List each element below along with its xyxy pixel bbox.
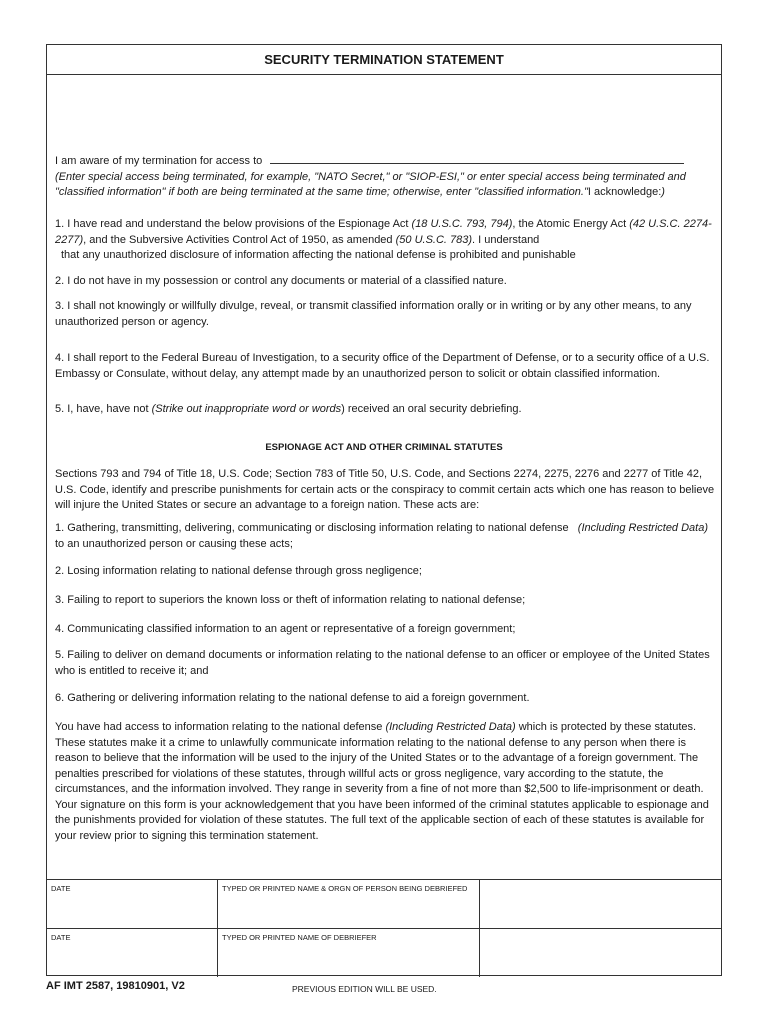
awareness-instruction: (Enter special access being terminated, for example, "NATO Secret," or "SIOP-ESI," or enter special access being terminated and "classified information" if both are being terminated at the same time; otherwise, enter "classified information."	[55, 170, 686, 198]
edition-note: PREVIOUS EDITION WILL BE USED.	[292, 984, 437, 994]
closing-restricted-data: (Including Restricted Data)	[385, 721, 516, 733]
item-2: 2. I do not have in my possession or control any documents or material of a classified nature.	[55, 275, 507, 287]
awareness-lead: I am aware of my termination for access to	[55, 155, 263, 167]
debriefer-name-field[interactable]	[217, 929, 479, 977]
awareness-close: )	[661, 186, 665, 198]
item-1-citation-espionage: (18 U.S.C. 793, 794)	[411, 218, 513, 230]
act-4: 4. Communicating classified information to an agent or representative of a foreign government;	[55, 623, 516, 635]
item-5-instruction: (Strike out inappropriate word or words	[151, 403, 342, 415]
security-termination-form	[46, 44, 722, 976]
item-1-text-g: . I understand	[472, 233, 540, 246]
item-1-text-h: that any unauthorized disclosure of information affecting the national defense is prohibited and punishable	[61, 249, 576, 261]
awareness-statement	[55, 152, 715, 201]
act-1-restricted-data: (Including Restricted Data)	[577, 522, 709, 534]
item-5-text-a: 5. I, have, have not	[55, 403, 152, 415]
special-access-input-line[interactable]	[270, 152, 684, 164]
closing-statement	[55, 720, 715, 844]
espionage-intro: Sections 793 and 794 of Title 18, U.S. Code; Section 783 of Title 50, U.S. Code, and Sections 2274, 2275, 2276 and 2277 of Title 42, U.S. Code, identify and prescribe punishments for certain acts or the conspiracy to commit certain acts which one has reason to believe will injure the United States or secure an advantage to a foreign nation. These acts are:	[55, 468, 715, 511]
item-4: 4. I shall report to the Federal Bureau of Investigation, to a security office of the Department of Defense, or to a security office of a U.S. Embassy or Consulate, without delay, any attempt made by an unauthorized person to solicit or obtain classified information.	[55, 352, 710, 380]
form-id: AF IMT 2587, 19810901, V2	[46, 980, 185, 992]
act-6: 6. Gathering or delivering information relating to the national defense to aid a foreign government.	[55, 692, 530, 704]
item-1-text-e: , and the Subversive Activities Control Act of 1950, as amended	[83, 233, 396, 246]
signature-row-debriefer	[47, 928, 721, 977]
awareness-acknowledge: I acknowledge:	[587, 186, 662, 198]
debriefer-date-label: DATE	[51, 933, 71, 942]
item-1-citation-atomic: (42 U.S.C. 2274-2277)	[55, 218, 712, 246]
item-1-citation-subversive: (50 U.S.C. 783)	[395, 233, 473, 246]
item-5-text-c: ) received an oral security debriefing.	[341, 403, 522, 415]
closing-text-a: You have had access to information relating to the national defense	[55, 721, 386, 733]
debriefed-date-label: DATE	[51, 884, 71, 893]
debriefer-name-label: TYPED OR PRINTED NAME OF DEBRIEFER	[222, 933, 377, 942]
item-5	[55, 402, 715, 418]
debriefed-name-label: TYPED OR PRINTED NAME & ORGN OF PERSON BEING DEBRIEFED	[222, 884, 468, 893]
signature-row-debriefed	[47, 880, 721, 928]
act-3: 3. Failing to report to superiors the known loss or theft of information relating to national defense;	[55, 594, 526, 606]
closing-text-c: which is protected by these statutes. These statutes make it a crime to unlawfully communicate information relating to the national defense to any person when there is reason to believe that the information will be used to the injury of the United States or to the advantage of a foreign government. The penalties prescribed for violations of these statutes, through willful acts or gross negligence, vary according to the statute, the circumstances, and the information involved. They range in severity from a fine of not more than $2,500 to life-imprisonment or death. Your signature on this form is your acknowledgement that you have been informed of the criminal statutes applicable to espionage and the punishments provided for violation of these statutes. The full text of the applicable section of each of these statutes is available for your review prior to signing this termination statement.	[55, 721, 709, 842]
espionage-heading: ESPIONAGE ACT AND OTHER CRIMINAL STATUTES	[265, 442, 503, 453]
item-1-text-a: 1. I have read and understand the below provisions of the Espionage Act	[55, 218, 412, 230]
item-3: 3. I shall not knowingly or willfully divulge, reveal, or transmit classified information orally or in writing or by any other means, to any unauthorized person or agency.	[55, 300, 692, 328]
item-1	[55, 217, 715, 264]
item-1-text-c: , the Atomic Energy Act	[512, 218, 630, 230]
debriefed-name-field[interactable]	[217, 880, 479, 928]
debriefed-date-field[interactable]	[47, 880, 217, 928]
act-1-text-a: 1. Gathering, transmitting, delivering, communicating or disclosing information relating to national defense	[55, 522, 569, 534]
form-title: SECURITY TERMINATION STATEMENT	[47, 45, 721, 75]
debriefed-signature-field[interactable]	[479, 880, 723, 928]
act-2: 2. Losing information relating to national defense through gross negligence;	[55, 565, 422, 577]
act-1-text-c: to an unauthorized person or causing these acts;	[55, 537, 293, 550]
debriefer-signature-field[interactable]	[479, 929, 723, 977]
act-5: 5. Failing to deliver on demand documents or information relating to the national defense to an officer or employee of the United States who is entitled to receive it; and	[55, 649, 710, 677]
signature-block	[47, 879, 721, 978]
act-1	[55, 521, 715, 552]
debriefer-date-field[interactable]	[47, 929, 217, 977]
